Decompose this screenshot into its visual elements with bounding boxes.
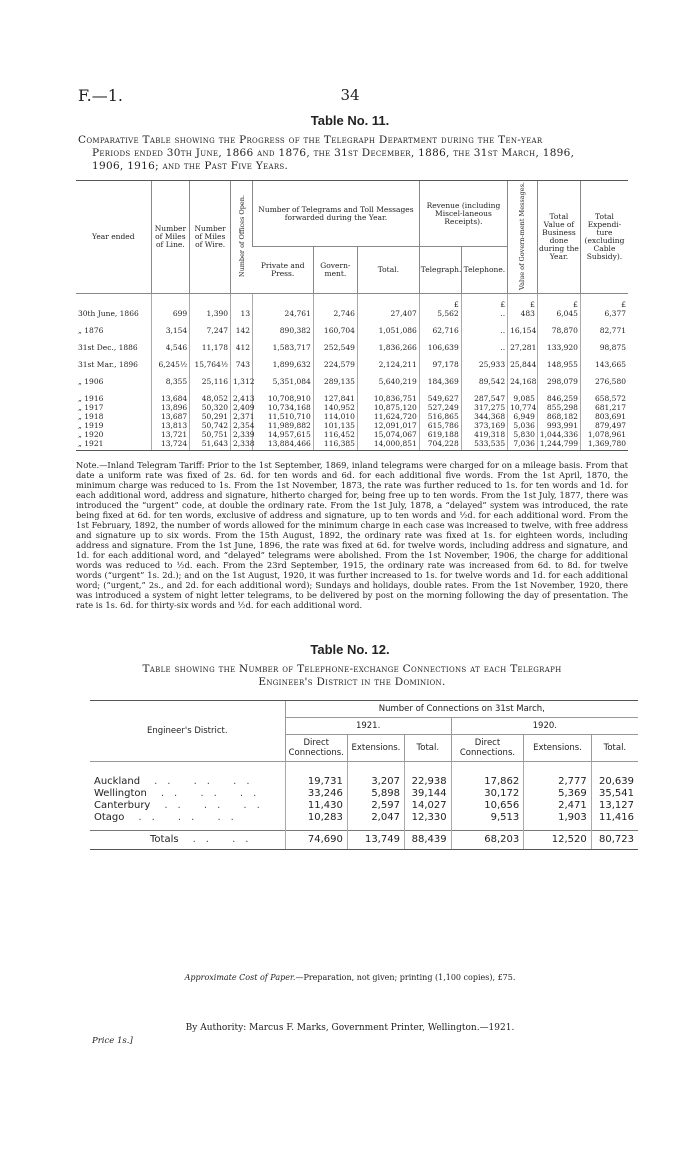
value-cell: 4,546 <box>151 335 190 352</box>
count-cell: 68,203 <box>451 831 524 850</box>
district-name: Auckland <box>94 776 141 787</box>
cost-of-paper <box>0 973 700 982</box>
price: Price 1s.] <box>92 1036 133 1046</box>
count-cell: 5,369 <box>524 788 591 800</box>
table-row <box>76 403 628 412</box>
count-cell: 2,597 <box>347 800 404 812</box>
table12-caption <box>78 663 626 689</box>
value-cell: 6,045 <box>537 309 580 318</box>
value-cell: 276,580 <box>580 369 628 386</box>
header-year-ended: Year ended <box>76 181 151 294</box>
telegraph-progress-table <box>76 180 628 451</box>
value-cell: 890,382 <box>253 318 314 335</box>
value-cell: 15,764½ <box>190 352 231 369</box>
value-cell: 50,291 <box>190 412 231 421</box>
unit-cell <box>190 293 231 309</box>
value-cell: 527,249 <box>419 403 461 412</box>
table11-caption-line1: Comparative Table showing the Progress of the Telegraph Department during the Ten-year <box>78 134 543 146</box>
value-cell: .. <box>461 309 507 318</box>
value-cell: 142 <box>231 318 253 335</box>
value-cell: 10,875,120 <box>357 403 419 412</box>
value-cell: 50,751 <box>190 430 231 439</box>
telephone-connections-table <box>90 700 638 850</box>
value-cell: 50,320 <box>190 403 231 412</box>
value-cell: 1,078,961 <box>580 430 628 439</box>
value-cell: 879,497 <box>580 421 628 430</box>
header-connections-group: Number of Connections on 31st March, <box>285 701 638 718</box>
value-cell: 184,369 <box>419 369 461 386</box>
header-extensions-1921: Extensions. <box>347 735 404 762</box>
table12-caption-line1: Table showing the Number of Telephone-exchange Connections at each Telegraph <box>142 663 562 675</box>
count-cell: 30,172 <box>451 788 524 800</box>
district-name: Otago <box>94 812 125 823</box>
value-cell: 6,245½ <box>151 352 190 369</box>
value-cell: 289,135 <box>313 369 357 386</box>
leader-dots: .. .. .. <box>138 812 244 823</box>
header-value-govt-cell <box>508 181 538 294</box>
value-cell: 344,368 <box>461 412 507 421</box>
count-cell: 14,027 <box>404 800 451 812</box>
header-offices-cell <box>231 181 253 294</box>
header-extensions-1920: Extensions. <box>524 735 591 762</box>
count-cell: 80,723 <box>591 831 638 850</box>
value-cell: 11,510,710 <box>253 412 314 421</box>
year-cell: 31st Dec., 1886 <box>78 342 138 352</box>
value-cell: 1,899,632 <box>253 352 314 369</box>
header-year-1921: 1921. <box>285 718 451 735</box>
table-row <box>90 800 638 812</box>
cost-text: —Preparation, not given; printing (1,100 copies), £75. <box>295 973 516 982</box>
value-cell: 24,168 <box>508 369 538 386</box>
value-cell: 1,051,086 <box>357 318 419 335</box>
count-cell: 22,938 <box>404 762 451 789</box>
value-cell: 13,684 <box>151 386 190 403</box>
value-cell: 78,870 <box>537 318 580 335</box>
unit-cell: £ <box>537 293 580 309</box>
count-cell: 10,283 <box>285 812 347 824</box>
table12-caption-line2: Engineer's District in the Dominion. <box>258 676 446 688</box>
table-row <box>76 369 628 386</box>
table11-title: Table No. 11. <box>310 113 390 128</box>
value-cell: 25,933 <box>461 352 507 369</box>
page-number: 34 <box>340 86 360 104</box>
value-cell: 16,154 <box>508 318 538 335</box>
printer-authority: By Authority: Marcus F. Marks, Government Printer, Wellington.—1921. <box>185 1023 515 1033</box>
tariff-note: Note.—Inland Telegram Tariff: Prior to the 1st September, 1869, inland telegrams were charged for on a mileage basis. From that date a uniform rate was fixed of 2s. 6d. for ten words and 6d. for each additional five words. From the 1st April, 1870, the minimum charge was reduced to 1s. From the 1st November, 1873, the rate was further reduced to 1s. for ten words and 1d. for each additional word, address and signature, hitherto charged for, being free up to ten words. From the 1st July, 1877, there was introduced the “urgent” code, at double the ordinary rate. From the 1st July, 1878, a “delayed” system was introduced, the rate being fixed at 6d. for ten words, exclusive of address and signature, up to ten words and ½d. for each additional word. From the 1st February, 1892, the number of words allowed for the minimum charge in each case was increased to twelve, with free address and signature up to six words. From the 15th August, 1892, the ordinary rate was fixed at 1s. for eighteen words, including address and signature. From the 1st June, 1896, the rate was fixed at 6d. for twelve words, including address and signature, and 1d. for each additional word, and “delayed” telegrams were abolished. From the 1st November, 1906, the charge for additional words was reduced to ½d. each. From the 23rd September, 1915, the ordinary rate was increased from 6d. to 8d. for twelve words (“urgent” 1s. 2d.); and on the 1st August, 1920, it was further increased to 1s. for twelve words and 1d. for each additional word; (“urgent,” 2s., and 2d. for each additional word); Sundays and holidays, double rates. From the 1st November, 1920, there was introduced a system of night letter telegrams, to be delivered by post on the morning following the day of presentation. The rate is 1s. 6d. for thirty-six words and ½d. for each additional word. <box>76 460 628 610</box>
value-cell: 1,583,717 <box>253 335 314 352</box>
value-cell: 743 <box>231 352 253 369</box>
header-telegrams-group: Number of Telegrams and Toll Messages forwarded during the Year. <box>253 181 420 247</box>
year-cell: „ 1921 <box>76 439 151 451</box>
year-cell: 30th June, 1866 <box>78 308 139 318</box>
value-cell: 10,734,168 <box>253 403 314 412</box>
value-cell: 533,535 <box>461 439 507 451</box>
unit-cell <box>253 293 314 309</box>
header-value-govt: Value of Govern-ment Messages. <box>518 182 527 290</box>
table-row <box>76 421 628 430</box>
document-reference: F.—1. <box>78 86 123 105</box>
value-cell: 97,178 <box>419 352 461 369</box>
cost-label: Approximate Cost of Paper. <box>184 973 296 982</box>
value-cell: 116,452 <box>313 430 357 439</box>
header-total: Total. <box>357 247 419 294</box>
value-cell: .. <box>461 335 507 352</box>
table-row <box>76 386 628 403</box>
value-cell: 10,774 <box>508 403 538 412</box>
district-name: Totals <box>150 834 179 845</box>
value-cell: 2,124,211 <box>357 352 419 369</box>
leader-dots: .. .. .. <box>160 788 267 799</box>
value-cell: 27,281 <box>508 335 538 352</box>
value-cell: 127,841 <box>313 386 357 403</box>
table-row <box>76 412 628 421</box>
count-cell: 12,520 <box>524 831 591 850</box>
district-name: Canterbury <box>94 800 151 811</box>
value-cell: 13,721 <box>151 430 190 439</box>
value-cell: 11,989,882 <box>253 421 314 430</box>
header-offices-open: Number of Offices Open. <box>237 194 246 278</box>
value-cell: 13,687 <box>151 412 190 421</box>
value-cell: 98,875 <box>580 335 628 352</box>
leader-dots: .. .. .. <box>164 800 270 811</box>
header-miles-wire: Number of Miles of Wire. <box>190 181 231 294</box>
value-cell: 6,949 <box>508 412 538 421</box>
header-year-1920: 1920. <box>451 718 638 735</box>
unit-cell <box>313 293 357 309</box>
value-cell: 1,244,799 <box>537 439 580 451</box>
district-cell <box>90 762 285 789</box>
value-cell: 868,182 <box>537 412 580 421</box>
header-direct-1921: Direct Connections. <box>285 735 347 762</box>
table11-caption <box>78 134 626 173</box>
count-cell: 20,639 <box>591 762 638 789</box>
year-cell: „ 1916 <box>78 393 104 403</box>
value-cell: 2,409 <box>231 403 253 412</box>
unit-cell <box>76 293 151 309</box>
table-row <box>90 812 638 824</box>
value-cell: 13,884,466 <box>253 439 314 451</box>
value-cell: 1,312 <box>231 369 253 386</box>
header-miles-line: Number of Miles of Line. <box>151 181 190 294</box>
count-cell: 3,207 <box>347 762 404 789</box>
value-cell: 2,354 <box>231 421 253 430</box>
district-cell <box>90 788 285 800</box>
value-cell: 549,627 <box>419 386 461 403</box>
value-cell: 14,000,851 <box>357 439 419 451</box>
table-row <box>76 309 628 318</box>
table11-caption-line2: Periods ended 30th June, 1866 and 1876, the 31st December, 1886, the 31st March, 1896, <box>92 147 575 159</box>
header-total-expenditure: Total Expendi-ture (excluding Cable Subsidy). <box>580 181 628 294</box>
value-cell: 148,955 <box>537 352 580 369</box>
table11-caption-line3: 1906, 1916; and the Past Five Years. <box>92 160 289 172</box>
header-revenue-group: Revenue (including Miscel-laneous Receipts). <box>419 181 507 247</box>
table-row <box>76 430 628 439</box>
count-cell: 12,330 <box>404 812 451 824</box>
value-cell: 619,188 <box>419 430 461 439</box>
header-total-value: Total Value of Business done during the Year. <box>537 181 580 294</box>
unit-cell: £ <box>580 293 628 309</box>
value-cell: 140,952 <box>313 403 357 412</box>
units-row <box>76 293 628 309</box>
value-cell: 681,217 <box>580 403 628 412</box>
value-cell: 3,154 <box>151 318 190 335</box>
count-cell: 13,749 <box>347 831 404 850</box>
value-cell: 419,318 <box>461 430 507 439</box>
value-cell: 12,091,017 <box>357 421 419 430</box>
totals-row <box>90 831 638 850</box>
value-cell: 89,542 <box>461 369 507 386</box>
value-cell: 62,716 <box>419 318 461 335</box>
value-cell: 13,813 <box>151 421 190 430</box>
value-cell: 14,957,615 <box>253 430 314 439</box>
value-cell: 803,691 <box>580 412 628 421</box>
value-cell: 15,074,067 <box>357 430 419 439</box>
value-cell: 373,169 <box>461 421 507 430</box>
value-cell: 8,355 <box>151 369 190 386</box>
count-cell: 39,144 <box>404 788 451 800</box>
value-cell: 699 <box>151 309 190 318</box>
value-cell: 6,377 <box>580 309 628 318</box>
count-cell: 33,246 <box>285 788 347 800</box>
value-cell: 11,178 <box>190 335 231 352</box>
count-cell: 13,127 <box>591 800 638 812</box>
value-cell: 133,920 <box>537 335 580 352</box>
count-cell: 2,777 <box>524 762 591 789</box>
value-cell: 846,259 <box>537 386 580 403</box>
value-cell: 855,298 <box>537 403 580 412</box>
year-cell: „ 1876 <box>78 325 104 335</box>
value-cell: 658,572 <box>580 386 628 403</box>
value-cell: 116,385 <box>313 439 357 451</box>
unit-cell: £ <box>508 293 538 309</box>
value-cell: 27,407 <box>357 309 419 318</box>
value-cell: 25,116 <box>190 369 231 386</box>
year-cell: „ 1917 <box>78 402 104 412</box>
count-cell: 2,471 <box>524 800 591 812</box>
year-cell: „ 1918 <box>78 411 104 421</box>
value-cell: 252,549 <box>313 335 357 352</box>
count-cell: 10,656 <box>451 800 524 812</box>
header-private-press: Private and Press. <box>253 247 314 294</box>
value-cell: 412 <box>231 335 253 352</box>
district-cell <box>90 831 285 850</box>
value-cell: 7,036 <box>508 439 538 451</box>
value-cell: 106,639 <box>419 335 461 352</box>
header-government: Govern-ment. <box>313 247 357 294</box>
value-cell: 101,135 <box>313 421 357 430</box>
count-cell: 9,513 <box>451 812 524 824</box>
unit-cell: £ <box>419 293 461 309</box>
year-cell: 31st Mar., 1896 <box>78 359 138 369</box>
unit-cell: £ <box>461 293 507 309</box>
value-cell: 5,640,219 <box>357 369 419 386</box>
table-row <box>90 762 638 789</box>
value-cell: 704,228 <box>419 439 461 451</box>
value-cell: 1,390 <box>190 309 231 318</box>
value-cell: 298,079 <box>537 369 580 386</box>
table-row <box>76 318 628 335</box>
unit-cell <box>357 293 419 309</box>
count-cell: 5,898 <box>347 788 404 800</box>
table-row <box>76 352 628 369</box>
value-cell: 143,665 <box>580 352 628 369</box>
header-direct-1920: Direct Connections. <box>451 735 524 762</box>
value-cell: 11,624,720 <box>357 412 419 421</box>
count-cell: 11,430 <box>285 800 347 812</box>
count-cell: 35,541 <box>591 788 638 800</box>
header-telegraph: Telegraph. <box>419 247 461 294</box>
count-cell: 74,690 <box>285 831 347 850</box>
value-cell: 1,369,780 <box>580 439 628 451</box>
value-cell: 13,724 <box>151 439 190 451</box>
value-cell: 615,786 <box>419 421 461 430</box>
value-cell: 9,085 <box>508 386 538 403</box>
value-cell: 993,991 <box>537 421 580 430</box>
table-row <box>76 439 628 451</box>
value-cell: 10,836,751 <box>357 386 419 403</box>
value-cell: 160,704 <box>313 318 357 335</box>
year-cell: „ 1920 <box>78 429 104 439</box>
count-cell: 88,439 <box>404 831 451 850</box>
value-cell: 287,547 <box>461 386 507 403</box>
value-cell: 1,836,266 <box>357 335 419 352</box>
district-name: Wellington <box>94 788 147 799</box>
value-cell: 114,010 <box>313 412 357 421</box>
header-district: Engineer's District. <box>90 701 285 762</box>
value-cell: 48,052 <box>190 386 231 403</box>
count-cell: 1,903 <box>524 812 591 824</box>
value-cell: 5,562 <box>419 309 461 318</box>
year-cell: „ 1919 <box>78 420 104 430</box>
unit-cell <box>231 293 253 309</box>
value-cell: 25,844 <box>508 352 538 369</box>
district-cell <box>90 812 285 824</box>
value-cell: 516,865 <box>419 412 461 421</box>
value-cell: 317,275 <box>461 403 507 412</box>
unit-cell <box>151 293 190 309</box>
value-cell: 2,413 <box>231 386 253 403</box>
count-cell: 11,416 <box>591 812 638 824</box>
value-cell: .. <box>461 318 507 335</box>
table-row <box>76 335 628 352</box>
count-cell: 19,731 <box>285 762 347 789</box>
district-cell <box>90 800 285 812</box>
value-cell: 13,896 <box>151 403 190 412</box>
value-cell: 50,742 <box>190 421 231 430</box>
value-cell: 2,746 <box>313 309 357 318</box>
header-total-1921: Total. <box>404 735 451 762</box>
value-cell: 224,579 <box>313 352 357 369</box>
value-cell: 5,036 <box>508 421 538 430</box>
value-cell: 24,761 <box>253 309 314 318</box>
value-cell: 10,708,910 <box>253 386 314 403</box>
header-total-1920: Total. <box>591 735 638 762</box>
table-row <box>90 788 638 800</box>
value-cell: 5,351,084 <box>253 369 314 386</box>
value-cell: 51,643 <box>190 439 231 451</box>
value-cell: 2,338 <box>231 439 253 451</box>
count-cell: 17,862 <box>451 762 524 789</box>
value-cell: 483 <box>508 309 538 318</box>
value-cell: 82,771 <box>580 318 628 335</box>
value-cell: 5,830 <box>508 430 538 439</box>
value-cell: 13 <box>231 309 253 318</box>
value-cell: 2,339 <box>231 430 253 439</box>
table12-title: Table No. 12. <box>310 642 390 657</box>
value-cell: 2,371 <box>231 412 253 421</box>
leader-dots: .. .. .. <box>154 776 260 787</box>
header-telephone: Telephone. <box>461 247 507 294</box>
year-cell: „ 1906 <box>78 376 104 386</box>
count-cell: 2,047 <box>347 812 404 824</box>
leader-dots: .. .. <box>192 834 259 845</box>
value-cell: 7,247 <box>190 318 231 335</box>
value-cell: 1,044,336 <box>537 430 580 439</box>
